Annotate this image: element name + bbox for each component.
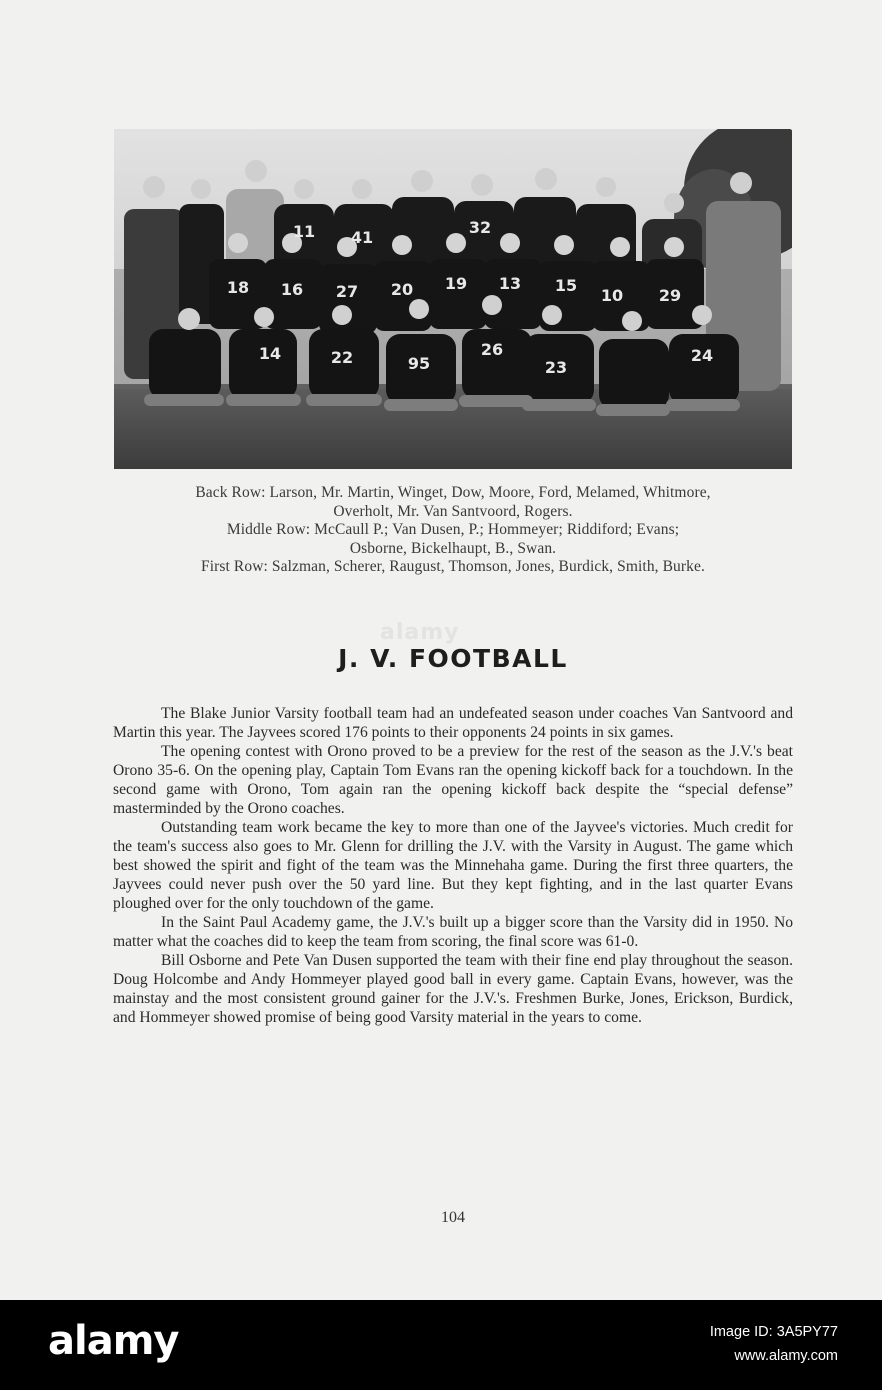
paragraph: Bill Osborne and Pete Van Dusen supported the team with their fine end play throughout the season. Doug Holcombe and Andy Hommeyer played good ball in every game. Captain Evans, however, was the mainstay and the most consistent ground gainer for the J.V.'s. Freshmen Burke, Jones, Erickson, Burdick, and Hommeyer showed promise of being good Varsity material in the years to come. [113, 952, 793, 1026]
jersey-number: 14 [258, 344, 282, 363]
site-url: www.alamy.com [734, 1348, 838, 1364]
jersey-number: 24 [690, 346, 714, 365]
paragraph: The Blake Junior Varsity football team had an undefeated season under coaches Van Santvoord and Martin this year. The Jayvees scored 176 points to their opponents 24 points in six games. [113, 705, 793, 741]
jersey-number: 23 [544, 358, 568, 377]
team-photo-image [114, 129, 792, 469]
image-id: Image ID: 3A5PY77 [709, 1324, 838, 1340]
paragraph: In the Saint Paul Academy game, the J.V.'s built up a bigger score than the Varsity did in 1950. No matter what the coaches did to keep the team from scoring, the final score was 61-0. [113, 914, 793, 950]
jersey-number: 22 [330, 348, 354, 367]
jersey-number: 27 [335, 282, 359, 301]
jersey-number: 18 [226, 278, 250, 297]
jersey-number: 95 [407, 354, 431, 373]
paragraph: Outstanding team work became the key to more than one of the Jayvee's victories. Much credit for the team's success also goes to Mr. Glenn for drilling the J.V. with the Varsity in August. The game which best showed the spirit and fight of the team was the Minnehaha game. During the first three quarters, the Jayvees could never push over the 50 yard line. But they kept fighting, and in the last quarter Evans ploughed over for the only touchdown of the game. [113, 819, 793, 912]
caption-line-back-row-cont: Overholt, Mr. Van Santvoord, Rogers. [333, 502, 573, 520]
stock-meta [710, 1320, 838, 1368]
alamy-logo: alamy [48, 1318, 179, 1364]
page-number: 104 [441, 1209, 465, 1226]
jersey-number: 29 [658, 286, 682, 305]
team-photo [114, 129, 792, 469]
article-title: J. V. FOOTBALL [338, 644, 568, 673]
jersey-number: 41 [350, 228, 374, 247]
jersey-number: 11 [292, 222, 316, 241]
caption-line-middle-row: Middle Row: McCaull P.; Van Dusen, P.; Hommeyer; Riddiford; Evans; [226, 521, 680, 538]
jersey-number: 13 [498, 274, 522, 293]
jersey-number: 32 [468, 218, 492, 237]
caption-line-middle-row-cont: Osborne, Bickelhaupt, B., Swan. [349, 539, 557, 557]
jersey-number: 20 [390, 280, 414, 299]
photo-caption [100, 484, 806, 577]
caption-line-first-row: First Row: Salzman, Scherer, Raugust, Thomson, Jones, Burdick, Smith, Burke. [201, 558, 705, 575]
jersey-number: 16 [280, 280, 304, 299]
article-body [113, 704, 793, 1027]
caption-line-back-row: Back Row: Larson, Mr. Martin, Winget, Dow, Moore, Ford, Melamed, Whitmore, [195, 484, 711, 501]
stock-footer-bar [0, 1300, 882, 1390]
jersey-number: 19 [444, 274, 468, 293]
paragraph: The opening contest with Orono proved to be a preview for the rest of the season as the J.V.'s beat Orono 35-6. On the opening play, Captain Tom Evans ran the opening kickoff back for a touchdown. In the second game with Orono, Tom again ran the opening kickoff back despite the “special defense” masterminded by the Orono coaches. [113, 743, 793, 817]
watermark: alamy [380, 620, 460, 645]
jersey-number: 26 [480, 340, 504, 359]
jersey-number: 10 [600, 286, 624, 305]
jersey-number: 15 [554, 276, 578, 295]
